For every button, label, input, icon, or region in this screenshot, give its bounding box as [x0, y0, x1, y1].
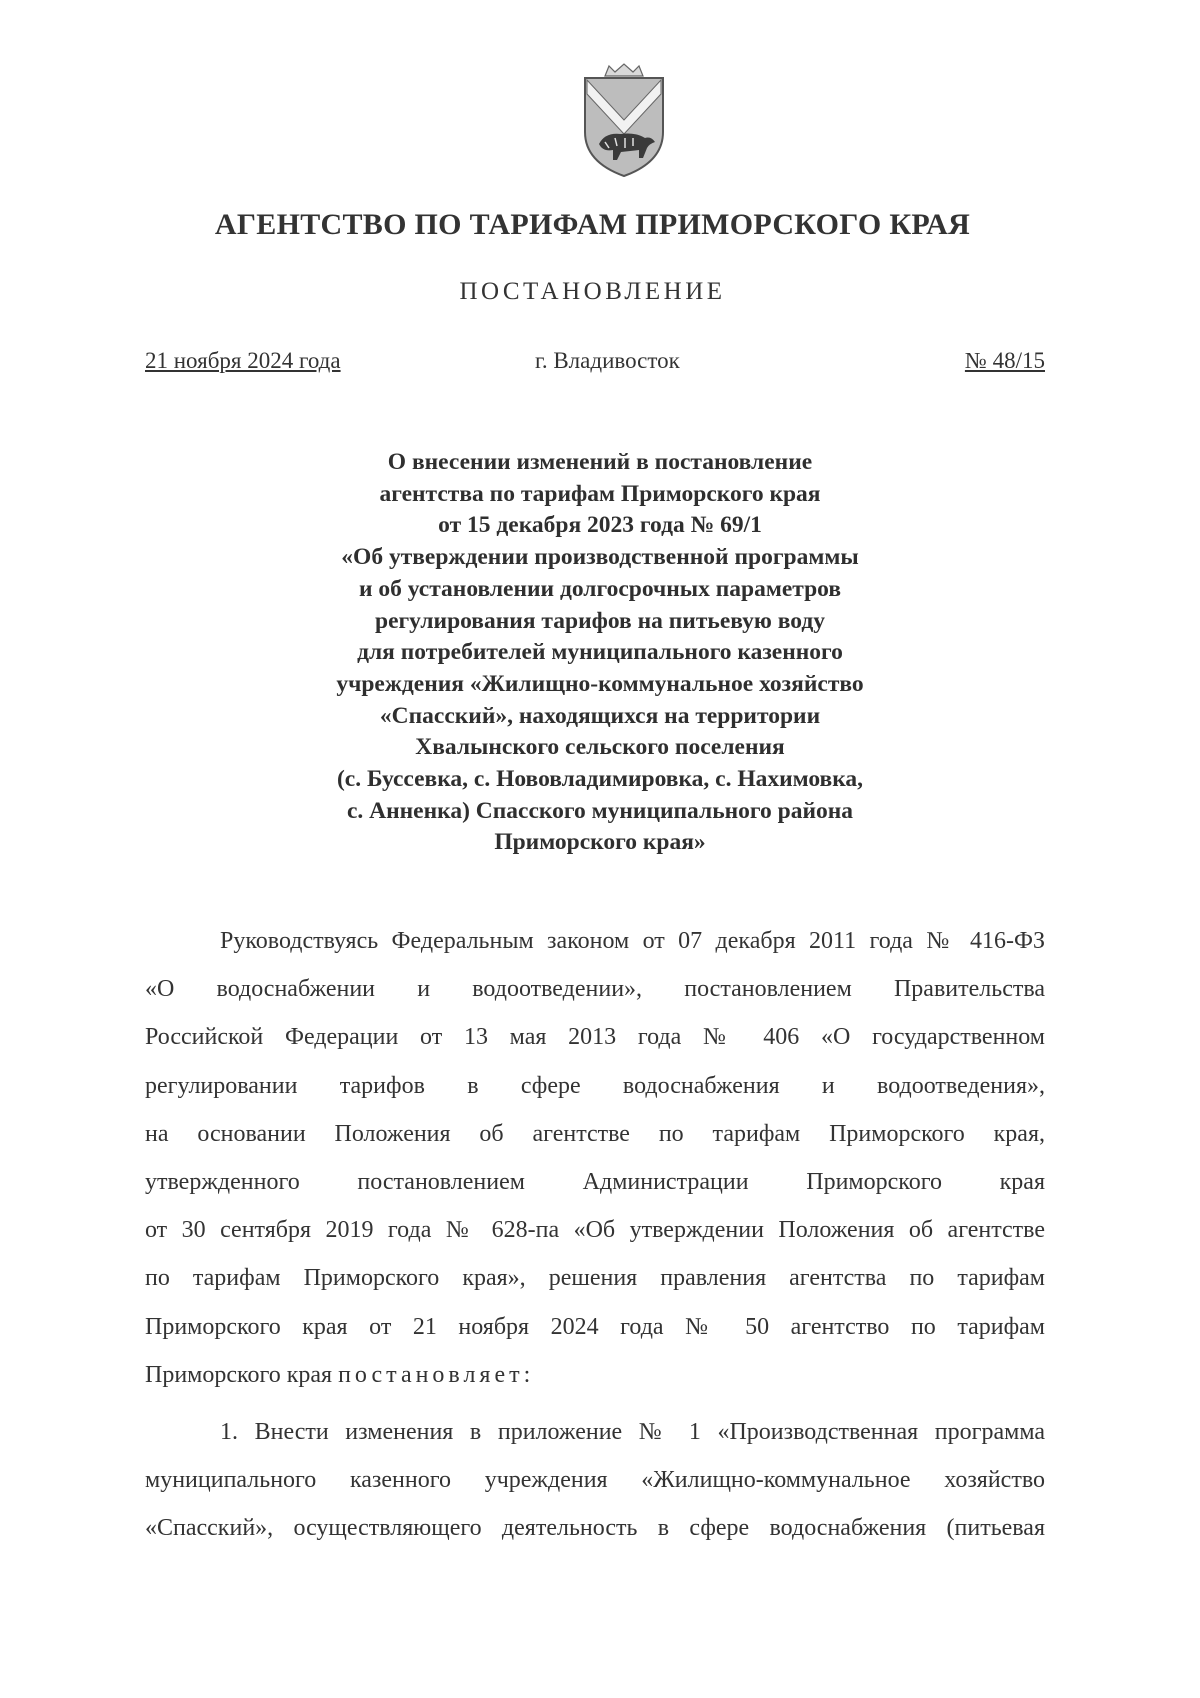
title-line: от 15 декабря 2023 года № 69/1 — [438, 512, 762, 539]
paragraph-line: Руководствуясь Федеральным законом от 07 декабря 2011 года № 416-ФЗ — [220, 928, 1045, 954]
title-line: агентства по тарифам Приморского края — [379, 480, 821, 507]
paragraph-line: по тарифам Приморского края», решения правления агентства по тарифам — [145, 1265, 1045, 1292]
paragraph-line: «Спасский», осуществляющего деятельность в сфере водоснабжения (питьевая — [145, 1515, 1045, 1542]
paragraph-line: 1. Внести изменения в приложение № 1 «Производственная программа — [220, 1419, 1045, 1445]
title-line: О внесении изменений в постановление — [387, 449, 813, 475]
decree-keyword: постановляет: — [338, 1361, 535, 1388]
coat-of-arms-emblem — [575, 62, 673, 180]
title-line: «Спасский», находящихся на территории — [379, 702, 821, 729]
paragraph-line: Российской Федерации от 13 мая 2013 года № 406 «О государственном — [145, 1024, 1045, 1051]
title-line: (с. Буссевка, с. Нововладимировка, с. Нахимовка, — [336, 766, 864, 793]
document-title — [255, 447, 945, 859]
paragraph-line — [145, 1351, 1045, 1399]
clause-1-paragraph — [145, 1408, 1045, 1553]
paragraph-line: регулировании тарифов в сфере водоснабжения и водоотведения», — [145, 1072, 1045, 1099]
title-line: учреждения «Жилищно-коммунальное хозяйство — [336, 670, 864, 697]
title-line: регулирования тарифов на питьевую воду — [375, 607, 825, 634]
title-line: Хвалынского сельского поселения — [415, 734, 785, 761]
title-line: и об установлении долгосрочных параметров — [358, 575, 842, 602]
document-city: г. Владивосток — [535, 348, 680, 373]
paragraph-line: от 30 сентября 2019 года № 628-па «Об утверждении Положения об агентстве — [145, 1217, 1045, 1244]
paragraph-line: Приморского края от 21 ноября 2024 года № 50 агентство по тарифам — [145, 1313, 1045, 1340]
preamble-paragraph — [145, 917, 1045, 1399]
title-line: Приморского края» — [494, 829, 706, 856]
document-meta — [145, 348, 1045, 380]
paragraph-line: на основании Положения об агентстве по тарифам Приморского края, — [145, 1120, 1045, 1147]
agency-name: АГЕНТСТВО ПО ТАРИФАМ ПРИМОРСКОГО КРАЯ — [214, 208, 971, 241]
document-type: ПОСТАНОВЛЕНИЕ — [459, 278, 726, 305]
paragraph-line-prefix: Приморского края — [145, 1361, 339, 1388]
title-line: для потребителей муниципального казенного — [357, 639, 843, 666]
paragraph-line: муниципального казенного учреждения «Жилищно-коммунальное хозяйство — [145, 1467, 1045, 1494]
title-line: «Об утверждении производственной программы — [341, 544, 859, 571]
title-line: с. Анненка) Спасского муниципального района — [346, 797, 854, 824]
document-date: 21 ноября 2024 года — [145, 348, 341, 373]
paragraph-line: утвержденного постановлением Администрации Приморского края — [145, 1168, 1045, 1195]
paragraph-line: «О водоснабжении и водоотведении», постановлением Правительства — [145, 976, 1045, 1003]
document-number: № 48/15 — [964, 348, 1045, 373]
